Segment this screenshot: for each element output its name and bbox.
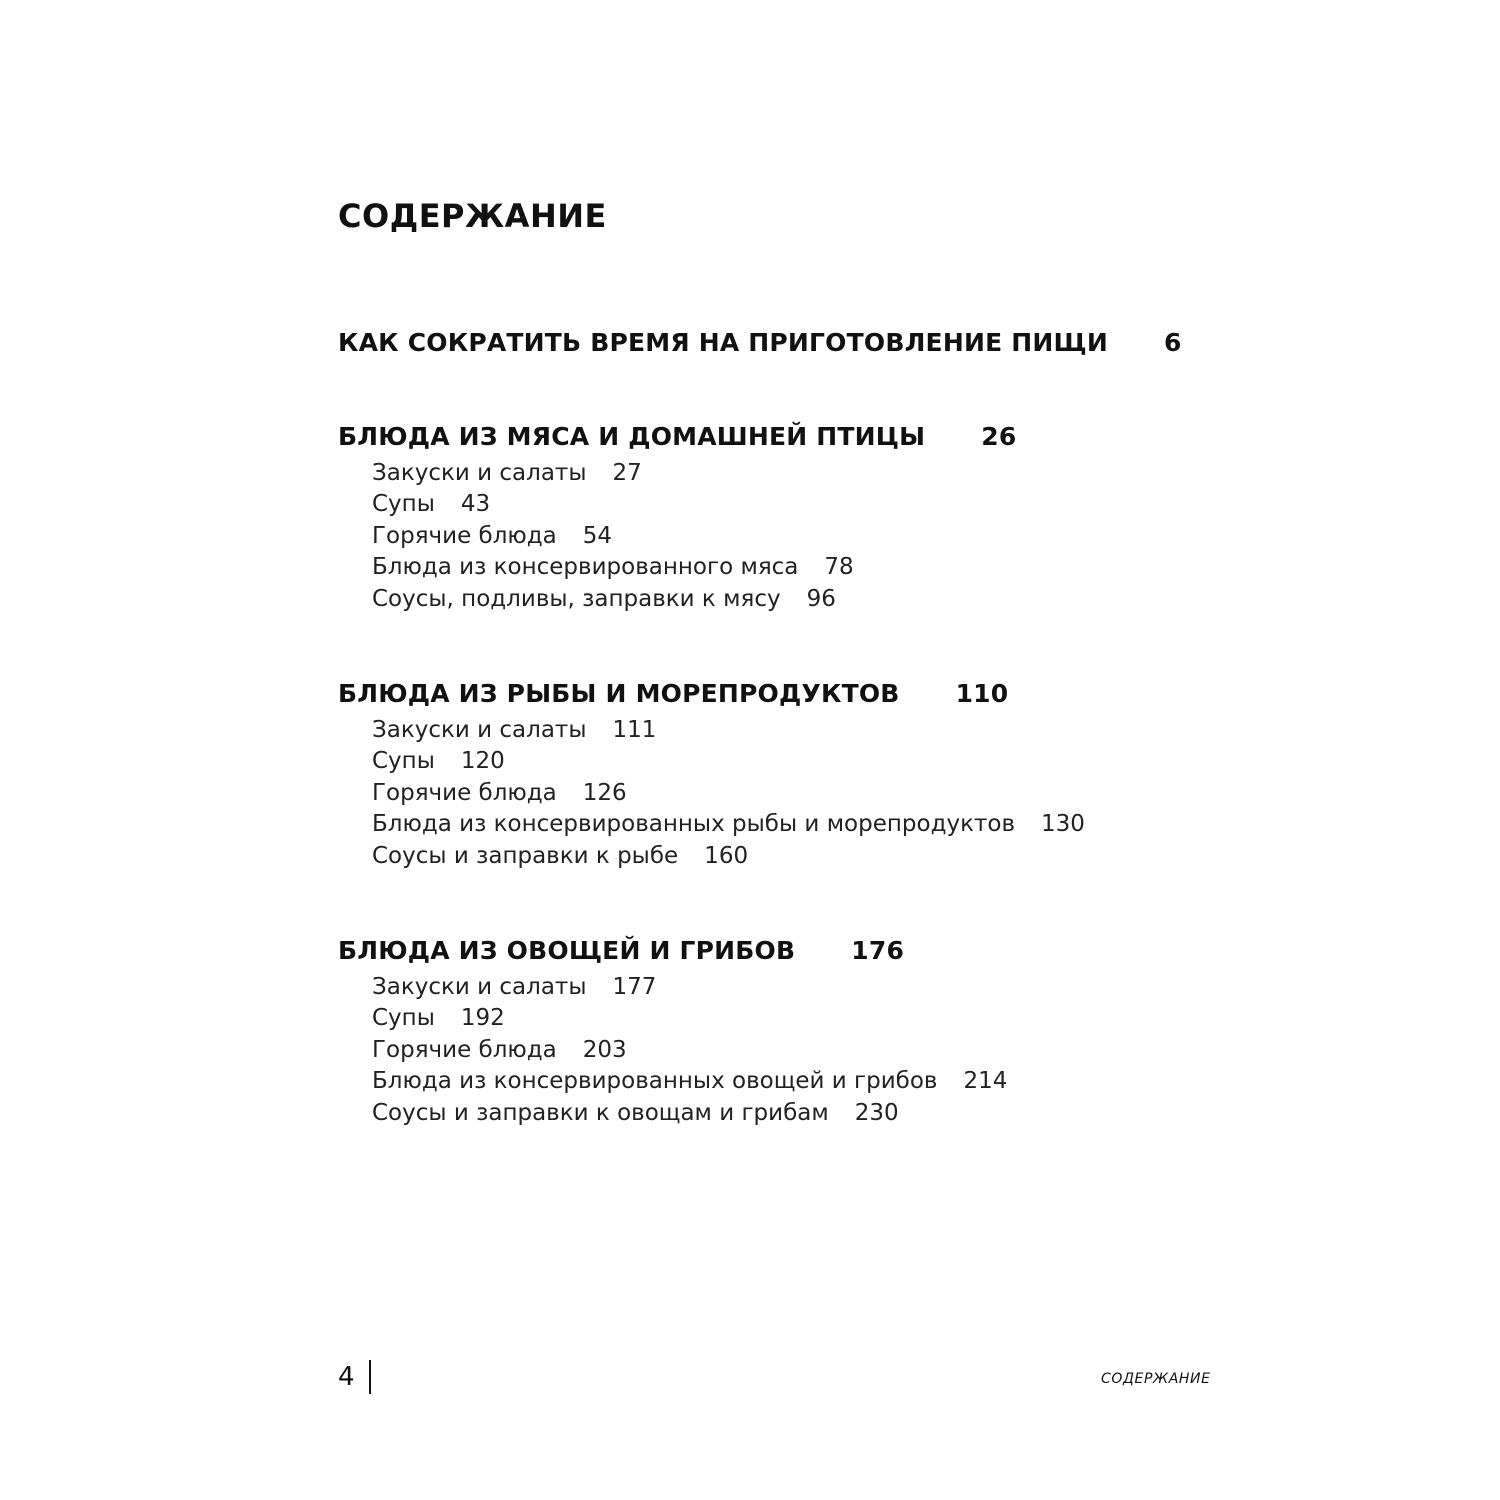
subitem-label: Супы — [372, 748, 435, 775]
toc-subitem[interactable] — [372, 584, 1338, 615]
subitem-page-number: 120 — [460, 748, 505, 775]
toc-subitem[interactable] — [372, 715, 1338, 746]
subitem-page-number: 230 — [854, 1099, 899, 1126]
subitem-page-number: 111 — [612, 717, 657, 743]
toc-subitem[interactable] — [372, 458, 1338, 489]
section-page-number: 176 — [851, 936, 905, 965]
page-number-text: 4 — [338, 1362, 355, 1392]
toc-section-heading[interactable] — [338, 327, 1338, 359]
subitem-page-number: 96 — [806, 585, 836, 612]
running-title: СОДЕРЖАНИЕ — [1101, 1371, 1211, 1387]
toc-section-heading[interactable] — [338, 678, 1338, 710]
toc-subitem[interactable] — [372, 746, 1338, 777]
subitem-page-number: 192 — [460, 1005, 505, 1032]
subitem-page-number: 54 — [582, 522, 613, 549]
subitem-label: Супы — [372, 491, 435, 518]
subitem-page-number: 177 — [612, 974, 657, 1000]
toc-subitem-list — [372, 972, 1338, 1129]
toc-subitem[interactable] — [372, 1003, 1338, 1034]
subitem-page-number: 126 — [582, 779, 627, 806]
section-heading-text: БЛЮДА ИЗ ОВОЩЕЙ И ГРИБОВ — [338, 936, 796, 965]
subitem-page-number: 78 — [824, 554, 854, 581]
toc-subitem[interactable] — [372, 521, 1338, 552]
subitem-label: Горячие блюда — [372, 1036, 557, 1063]
subitem-label: Блюда из консервированного мяса — [372, 554, 799, 581]
subitem-page-number: 43 — [460, 491, 491, 518]
toc-subitem[interactable] — [372, 809, 1338, 840]
subitem-page-number: 203 — [582, 1036, 627, 1063]
toc-subitem-list — [372, 715, 1338, 872]
section-heading-text: БЛЮДА ИЗ РЫБЫ И МОРЕПРОДУКТОВ — [338, 679, 900, 708]
toc-subitem[interactable] — [372, 1066, 1338, 1097]
footer-page-number — [338, 1360, 371, 1394]
subitem-label: Блюда из консервированных рыбы и морепродуктов — [372, 811, 1016, 838]
section-page-number: 6 — [1163, 328, 1182, 357]
subitem-label: Горячие блюда — [372, 522, 557, 549]
toc-subitem[interactable] — [372, 778, 1338, 809]
subitem-page-number: 27 — [612, 460, 642, 486]
footer-divider — [369, 1360, 371, 1394]
subitem-page-number: 160 — [704, 842, 749, 869]
subitem-label: Закуски и салаты — [372, 460, 587, 486]
toc-subitem[interactable] — [372, 489, 1338, 520]
section-page-number: 110 — [955, 679, 1009, 708]
toc-section-heading[interactable] — [338, 421, 1338, 453]
subitem-label: Блюда из консервированных овощей и грибов — [372, 1068, 938, 1095]
toc-subitem-list — [372, 458, 1338, 615]
subitem-label: Соусы и заправки к рыбе — [372, 842, 679, 869]
toc-section-meat-poultry — [338, 421, 1338, 615]
toc-subitem[interactable] — [372, 552, 1338, 583]
toc-section-fish-seafood — [338, 678, 1338, 872]
section-heading-text: КАК СОКРАТИТЬ ВРЕМЯ НА ПРИГОТОВЛЕНИЕ ПИЩИ — [338, 328, 1108, 357]
toc-section-heading[interactable] — [338, 935, 1338, 967]
toc-subitem[interactable] — [372, 972, 1338, 1003]
page-title: СОДЕРЖАНИЕ — [338, 197, 607, 235]
toc-subitem[interactable] — [372, 1035, 1338, 1066]
toc-section-vegetables-mushrooms — [338, 935, 1338, 1129]
subitem-label: Закуски и салаты — [372, 974, 587, 1000]
subitem-label: Соусы и заправки к овощам и грибам — [372, 1099, 829, 1126]
subitem-page-number: 214 — [963, 1068, 1008, 1095]
subitem-page-number: 130 — [1041, 811, 1085, 838]
toc-section-cooking-time — [338, 327, 1338, 359]
subitem-label: Соусы, подливы, заправки к мясу — [372, 585, 781, 612]
subitem-label: Горячие блюда — [372, 779, 557, 806]
subitem-label: Закуски и салаты — [372, 717, 587, 743]
toc-subitem[interactable] — [372, 841, 1338, 872]
section-page-number: 26 — [981, 422, 1017, 451]
section-heading-text: БЛЮДА ИЗ МЯСА И ДОМАШНЕЙ ПТИЦЫ — [338, 422, 926, 451]
subitem-label: Супы — [372, 1005, 435, 1032]
toc-subitem[interactable] — [372, 1098, 1338, 1129]
